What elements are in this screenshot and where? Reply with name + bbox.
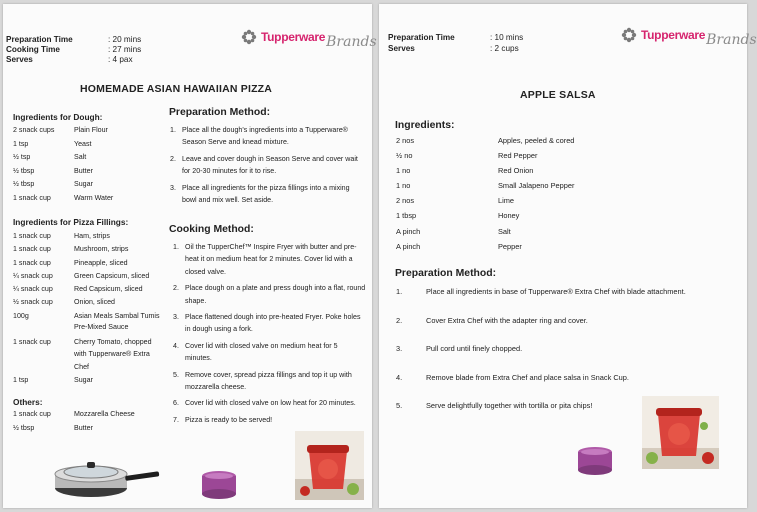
cook-steps bbox=[173, 241, 366, 430]
list-item: 4. Cover lid with closed valve on medium heat for 5 minutes. bbox=[173, 341, 338, 363]
tupperware-logo bbox=[621, 22, 757, 48]
list-item: ½ snack cup Onion, sliced bbox=[13, 298, 116, 307]
list-item: ½ tbsp Sugar bbox=[13, 180, 93, 189]
brand-flower-icon bbox=[241, 29, 257, 45]
list-item: ½ tbsp Butter bbox=[13, 423, 93, 432]
fryer-pan-image bbox=[51, 450, 159, 500]
list-item: 2 nos Lime bbox=[396, 196, 515, 206]
cook-heading: Cooking Method: bbox=[169, 224, 254, 235]
dough-heading: Ingredients for Dough: bbox=[13, 112, 103, 122]
snack-cup-image bbox=[575, 444, 615, 478]
list-item: 7. Pizza is ready to be served! bbox=[173, 415, 273, 424]
brand-flower-icon bbox=[621, 27, 637, 43]
dough-list bbox=[13, 124, 113, 206]
brand-name: Tupperware bbox=[641, 28, 706, 42]
list-item: 100g Asian Meals Sambal Tumis Pre-Mixed Sauce bbox=[13, 311, 160, 332]
list-item: 1 snack cup Warm Water bbox=[13, 193, 114, 202]
list-item: 1. Place all ingredients in base of Tupperware® Extra Chef with blade attachment. bbox=[396, 287, 686, 296]
list-item: 6. Cover lid with closed valve on low heat for 20 minutes. bbox=[173, 399, 356, 408]
meta-row: Preparation Time : 10 mins bbox=[388, 33, 524, 42]
others-list bbox=[13, 408, 135, 435]
list-item: 1 snack cup Ham, strips bbox=[13, 232, 110, 240]
list-item: 1 snack cup Mushroom, strips bbox=[13, 245, 129, 254]
list-item: 1. Place all the dough's ingredients into a Tupperware® Season Serve and knead mixture. bbox=[170, 126, 348, 147]
ingredients-heading: Ingredients: bbox=[395, 120, 455, 131]
list-item: A pinch Salt bbox=[396, 226, 511, 236]
list-item: 1 tbsp Honey bbox=[396, 211, 520, 221]
list-item: 2 nos Apples, peeled & cored bbox=[396, 136, 575, 145]
list-item: 1 snack cup Mozzarella Cheese bbox=[13, 410, 135, 418]
list-item: 5. Serve delightfully together with tortilla or pita chips! bbox=[396, 401, 593, 410]
prep-heading: Preparation Method: bbox=[395, 268, 497, 279]
recipe-card-pizza bbox=[3, 4, 377, 508]
recipe-title: APPLE SALSA bbox=[520, 89, 596, 101]
list-item: ¼ snack cup Red Capsicum, sliced bbox=[13, 285, 143, 294]
list-item: 3. Place all ingredients for the pizza fillings into a mixing bowl and mix well. Set aside. bbox=[170, 183, 350, 205]
list-item: 1 no Small Jalapeno Pepper bbox=[396, 181, 575, 191]
prep-steps bbox=[170, 124, 366, 210]
list-item: ½ tbsp Butter bbox=[13, 166, 93, 175]
list-item: 1 tsp Yeast bbox=[13, 139, 92, 148]
list-item: 2. Leave and cover dough in Season Serve and cover wait for 20-30 minutes for it to rise. bbox=[170, 154, 358, 176]
recipe-meta bbox=[6, 35, 141, 65]
recipe-meta bbox=[388, 32, 523, 54]
list-item: 2. Place dough on a plate and press dough into a flat, round shape. bbox=[173, 284, 366, 305]
extra-chef-image bbox=[642, 396, 719, 469]
extra-chef-image bbox=[295, 431, 364, 500]
ingredients-list bbox=[396, 133, 574, 254]
list-item: 2. Cover Extra Chef with the adapter ring and cover. bbox=[396, 316, 588, 325]
list-item: ½ tsp Salt bbox=[13, 153, 87, 162]
fillings-list bbox=[13, 230, 166, 388]
meta-row: Serves : 2 cups bbox=[388, 44, 519, 53]
list-item: A pinch Pepper bbox=[396, 241, 522, 251]
list-item: ¼ snack cup Green Capsicum, sliced bbox=[13, 271, 150, 280]
brand-script: Brands bbox=[706, 32, 757, 48]
brand-name: Tupperware bbox=[261, 30, 326, 44]
others-heading: Others: bbox=[13, 397, 43, 407]
list-item: 5. Remove cover, spread pizza fillings and top it up with mozzarella cheese. bbox=[173, 370, 352, 392]
list-item: 1 snack cup Pineapple, sliced bbox=[13, 258, 128, 267]
list-item: 1 tsp Sugar bbox=[13, 376, 93, 385]
list-item: 1 no Red Onion bbox=[396, 166, 534, 176]
tupperware-logo bbox=[241, 24, 377, 50]
brand-script: Brands bbox=[326, 34, 377, 50]
list-item: ½ no Red Pepper bbox=[396, 151, 538, 161]
meta-row: Serves : 4 pax bbox=[6, 55, 133, 64]
list-item: 1. Oil the TupperChef™ Inspire Fryer with butter and pre-heat it on medium heat for 2 minutes. Cover lid with a closed valve. bbox=[173, 243, 357, 276]
recipe-title: HOMEMADE ASIAN HAWAIIAN PIZZA bbox=[80, 83, 273, 95]
recipe-card-salsa bbox=[379, 4, 757, 508]
list-item: 1 snack cup Cherry Tomato, chopped with Tupperware® Extra Chef bbox=[13, 337, 152, 371]
list-item: 3. Pull cord until finely chopped. bbox=[396, 344, 523, 353]
prep-heading: Preparation Method: bbox=[169, 107, 271, 118]
meta-row: Cooking Time : 27 mins bbox=[6, 45, 142, 54]
list-item: 2 snack cups Plain Flour bbox=[13, 126, 108, 134]
meta-row: Preparation Time : 20 mins bbox=[6, 35, 142, 44]
list-item: 3. Place flattened dough into pre-heated Fryer. Poke holes in dough using a fork. bbox=[173, 313, 361, 334]
fillings-heading: Ingredients for Pizza Fillings: bbox=[13, 217, 129, 227]
snack-cup-image bbox=[199, 468, 239, 502]
list-item: 4. Remove blade from Extra Chef and place salsa in Snack Cup. bbox=[396, 373, 629, 382]
